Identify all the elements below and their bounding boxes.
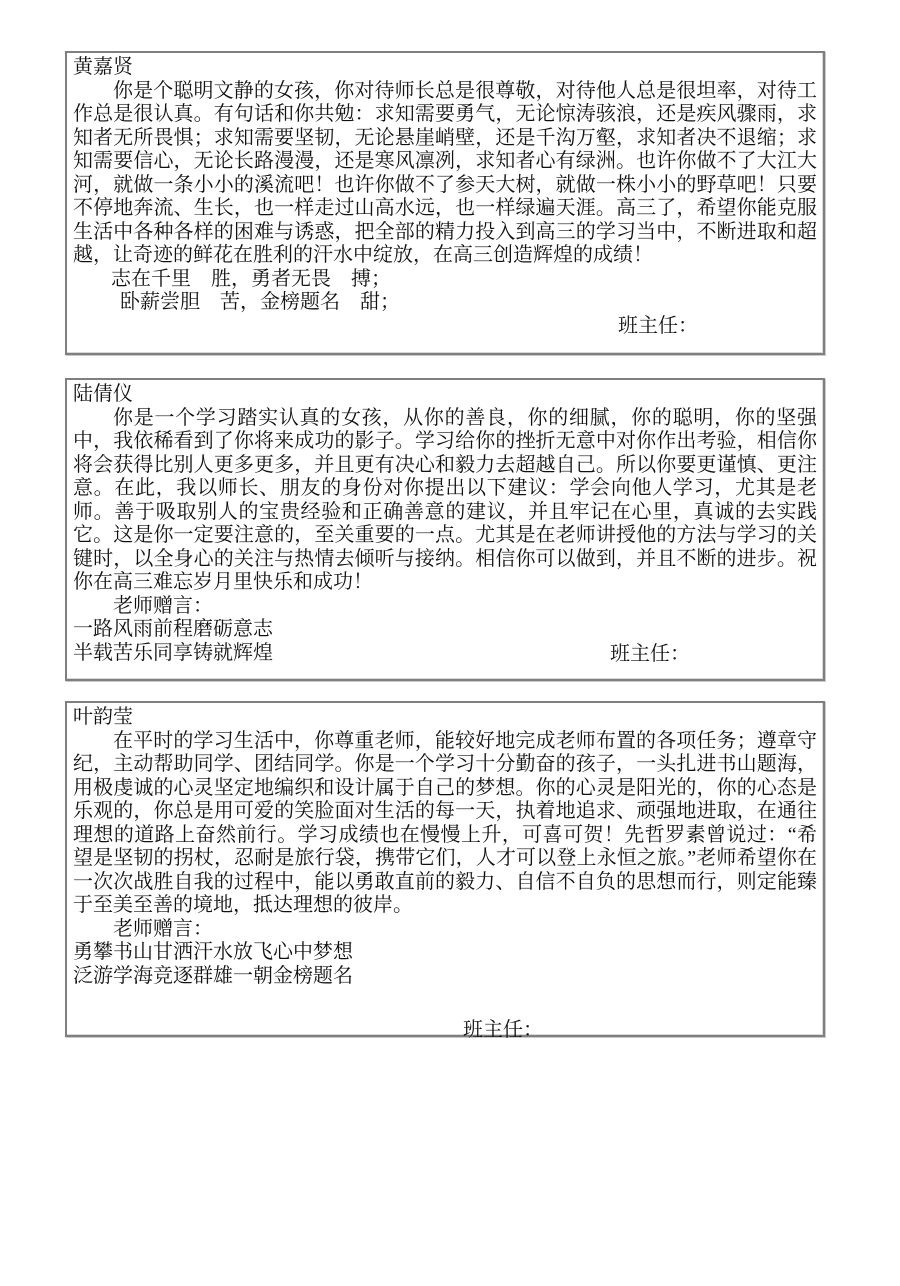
head-teacher-signature-label: 班主任： xyxy=(610,643,690,665)
head-teacher-signature-label: 班主任： xyxy=(618,315,698,337)
gift-couplet-line: 一路风雨前程磨砺意志 xyxy=(73,618,273,640)
student-comment-card xyxy=(65,701,825,1041)
teacher-gift-label: 老师赠言： xyxy=(113,917,213,940)
teacher-comment-text: 你是个聪明文静的女孩，你对待师长总是很尊敬，对待他人总是很坦率，对待工作总是很认真。有句话和你共勉：求知需要勇气，无论惊涛骇浪，还是疾风骤雨，求知者无所畏惧；求知需要坚韧，无论悬崖峭壁，还是千沟万壑，求知者决不退缩；求知需要信心，无论长路漫漫，还是寒风凛冽，求知者心有绿洲。也许你做不了大江大河，就做一条小小的溪流吧！也许你做不了参天大树，就做一株小小的野草吧！只要不停地奔流、生长，也一样走过山高水远，也一样绿遍天涯。高三了，希望你能克服生活中各种各样的困难与诱惑，把全部的精力投入到高三的学习当中，不断进取和超越，让奇迹的鲜花在胜利的汗水中绽放，在高三创造辉煌的成绩！ xyxy=(73,79,817,266)
student-name: 叶韵莹 xyxy=(73,706,133,728)
teacher-comment-text: 在平时的学习生活中，你尊重老师，能较好地完成老师布置的各项任务；遵章守纪，主动帮助同学、团结同学。你是一个学习十分勤奋的孩子，一头扎进书山题海，用极虔诚的心灵坚定地编织和设计属于自己的梦想。你的心灵是阳光的，你的心态是乐观的，你总是用可爱的笑脸面对生活的每一天，执着地追求、顽强地进取，在通往理想的道路上奋然前行。学习成绩也在慢慢上升，可喜可贺！先哲罗素曾说过：“希望是坚韧的拐杖，忍耐是旅行袋，携带它们，人才可以登上永恒之旅。”老师希望你在一次次战胜自我的过程中，能以勇敢直前的毅力、自信不自负的思想而行，则定能臻于至美至善的境地，抵达理想的彼岸。 xyxy=(73,729,817,916)
head-teacher-signature-label: 班主任： xyxy=(463,1019,543,1041)
gift-couplet-line: 泛游学海竞逐群雄一朝金榜题名 xyxy=(73,964,353,987)
gift-couplet-line: 勇攀书山甘洒汗水放飞心中梦想 xyxy=(73,941,353,963)
student-comment-card xyxy=(65,378,825,681)
gift-couplet-line: 半载苦乐同享铸就辉煌 xyxy=(73,641,273,664)
motto-line: 志在千里 胜，勇者无畏 搏； xyxy=(111,267,391,290)
teacher-comment-text: 你是一个学习踏实认真的女孩，从你的善良，你的细腻，你的聪明，你的坚强中，我依稀看到了你将来成功的影子。学习给你的挫折无意中对你作出考验，相信你将会获得比别人更多更多，并且更有决心和毅力去超越自己。所以你要更谨慎、更注意。在此，我以师长、朋友的身份对你提出以下建议：学会向他人学习，尤其是老师。善于吸取别人的宝贵经验和正确善意的建议，并且牢记在心里，真诚的去实践它。这是你一定要注意的，至关重要的一点。尤其是在老师讲授他的方法与学习的关键时，以全身心的关注与热情去倾听与接纳。相信你可以做到，并且不断的进步。祝你在高三难忘岁月里快乐和成功！ xyxy=(73,406,817,593)
student-comment-card xyxy=(65,51,825,355)
student-name: 黄嘉贤 xyxy=(73,56,133,78)
motto-line: 卧薪尝胆 苦，金榜题名 甜； xyxy=(120,291,400,313)
student-name: 陆倩仪 xyxy=(73,383,133,405)
teacher-gift-label: 老师赠言： xyxy=(113,594,213,617)
